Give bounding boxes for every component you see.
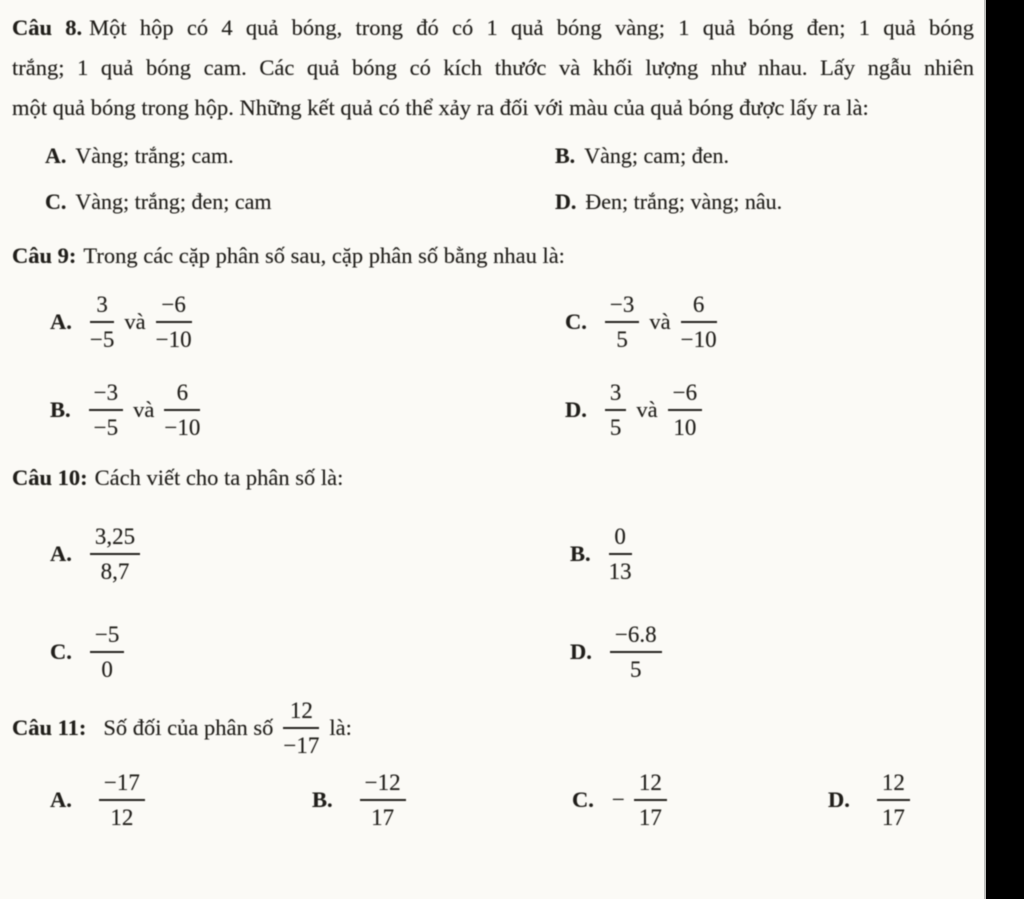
option-11c-label: C.	[572, 787, 594, 812]
option-9c-label: C.	[565, 309, 587, 334]
fraction	[634, 768, 667, 832]
question-9-text: Trong các cặp phân số sau, cặp phân số bằng nhau là:	[83, 243, 565, 268]
option-8a-label: A.	[45, 143, 67, 168]
fraction-numerator: −6.8	[610, 620, 662, 653]
option-9d-label: D.	[565, 397, 587, 422]
option-10c	[50, 620, 570, 684]
question-10-text: Cách viết cho ta phân số là:	[94, 465, 344, 490]
option-8c	[45, 182, 555, 222]
fraction	[605, 378, 627, 442]
question-10	[12, 458, 974, 684]
connector-text: và	[649, 309, 671, 334]
connector-text: và	[124, 309, 146, 334]
fraction-denominator: −10	[164, 415, 201, 440]
option-10a-label: A.	[50, 541, 72, 566]
fraction	[681, 290, 717, 354]
fraction-denominator: 13	[608, 559, 632, 584]
option-8b	[555, 136, 974, 176]
fraction-numerator: −6	[668, 378, 702, 411]
question-8-options	[45, 136, 974, 222]
option-10a	[50, 522, 570, 586]
option-9b-label: B.	[50, 397, 71, 422]
fraction-numerator: −6	[156, 290, 192, 323]
question-8	[12, 8, 974, 222]
option-10b-label: B.	[570, 541, 591, 566]
option-11a	[50, 768, 312, 832]
fraction	[605, 290, 639, 354]
fraction	[668, 378, 702, 442]
fraction-numerator: 6	[164, 378, 200, 411]
question-10-options	[50, 522, 974, 684]
question-9-title	[12, 236, 974, 276]
question-9-options	[50, 290, 974, 442]
connector-text: và	[636, 397, 658, 422]
option-9b	[50, 378, 565, 442]
fraction-numerator: −3	[89, 378, 123, 411]
fraction-numerator: −12	[360, 768, 406, 801]
fraction-denominator: 10	[673, 415, 697, 440]
fraction-sign: −	[611, 787, 625, 812]
fraction	[164, 378, 200, 442]
question-8-line-1	[12, 8, 974, 48]
fraction	[89, 378, 123, 442]
fraction-denominator: 5	[629, 657, 642, 682]
fraction-numerator: 3	[605, 378, 627, 411]
option-10c-label: C.	[50, 639, 72, 664]
connector-text: và	[133, 397, 155, 422]
right-black-bar	[986, 0, 1024, 899]
fraction	[99, 768, 145, 832]
question-8-text: Một hộp có 4 quả bóng, trong đó có 1 quả bóng vàng; 1 quả bóng đen; 1 quả bóng	[89, 15, 975, 40]
fraction-denominator: 17	[371, 805, 395, 830]
option-11b	[312, 768, 572, 832]
fraction-numerator: 3	[90, 290, 114, 323]
question-8-label: Câu 8.	[12, 15, 83, 40]
fraction	[610, 620, 662, 684]
fraction-denominator: 12	[110, 805, 134, 830]
option-11d	[828, 768, 974, 832]
fraction-numerator: 6	[681, 290, 717, 323]
option-9a-label: A.	[50, 309, 72, 334]
fraction-denominator: −5	[93, 415, 119, 440]
fraction-denominator: −10	[155, 327, 192, 352]
option-8d	[555, 182, 974, 222]
fraction-denominator: 8,7	[100, 559, 130, 584]
option-9c	[565, 290, 974, 354]
question-11-label: Câu 11:	[12, 715, 87, 740]
fraction-denominator: −17	[283, 733, 320, 758]
document-content	[12, 8, 974, 832]
option-8a	[45, 136, 555, 176]
question-11-text-after: là:	[329, 715, 352, 740]
option-11d-label: D.	[828, 787, 850, 812]
fraction-numerator: 12	[283, 696, 319, 729]
question-10-label: Câu 10:	[12, 465, 88, 490]
fraction	[360, 768, 406, 832]
fraction	[877, 768, 910, 832]
question-9	[12, 236, 974, 442]
option-8c-text: Vàng; trắng; đen; cam	[75, 189, 272, 214]
option-8c-label: C.	[45, 189, 67, 214]
option-8b-text: Vàng; cam; đen.	[584, 143, 729, 168]
question-10-title	[12, 458, 974, 498]
fraction-numerator: −3	[605, 290, 639, 323]
option-8d-text: Đen; trắng; vàng; nâu.	[585, 189, 783, 214]
fraction-numerator: 12	[634, 768, 667, 801]
question-8-line-2: trắng; 1 quả bóng cam. Các quả bóng có kích thước và khối lượng như nhau. Lấy ngẫu nhiên	[12, 55, 974, 80]
option-8d-label: D.	[555, 189, 577, 214]
option-11a-label: A.	[50, 787, 72, 812]
option-10b	[570, 522, 974, 586]
fraction	[90, 620, 124, 684]
question-8-line-3: một quả bóng trong hộp. Những kết quả có thể xảy ra đối với màu của quả bóng được lấy ra là:	[12, 95, 869, 120]
option-8b-label: B.	[555, 143, 576, 168]
option-9d	[565, 378, 974, 442]
fraction	[90, 290, 114, 354]
fraction-numerator: 12	[877, 768, 910, 801]
fraction-numerator: −5	[90, 620, 124, 653]
fraction-denominator: 5	[616, 327, 628, 352]
option-11b-label: B.	[312, 787, 333, 812]
option-10d	[570, 620, 974, 684]
question-11	[12, 696, 974, 832]
fraction-numerator: 3,25	[90, 522, 140, 555]
fraction-denominator: 0	[101, 657, 113, 682]
question-11-text-before: Số đối của phân số	[103, 715, 274, 740]
question-9-label: Câu 9:	[12, 243, 77, 268]
question-11-title	[12, 696, 974, 760]
fraction-numerator: 0	[609, 522, 632, 555]
fraction	[283, 696, 319, 760]
fraction	[156, 290, 192, 354]
fraction-denominator: 17	[638, 805, 662, 830]
option-10d-label: D.	[570, 639, 592, 664]
fraction-denominator: 5	[609, 415, 622, 440]
option-11c	[572, 768, 828, 832]
fraction-denominator: −10	[680, 327, 717, 352]
fraction	[609, 522, 632, 586]
fraction	[90, 522, 140, 586]
option-9a	[50, 290, 565, 354]
fraction-numerator: −17	[99, 768, 145, 801]
option-8a-text: Vàng; trắng; cam.	[75, 143, 234, 168]
fraction-denominator: −5	[89, 327, 115, 352]
question-11-options	[50, 768, 974, 832]
fraction-denominator: 17	[881, 805, 905, 830]
